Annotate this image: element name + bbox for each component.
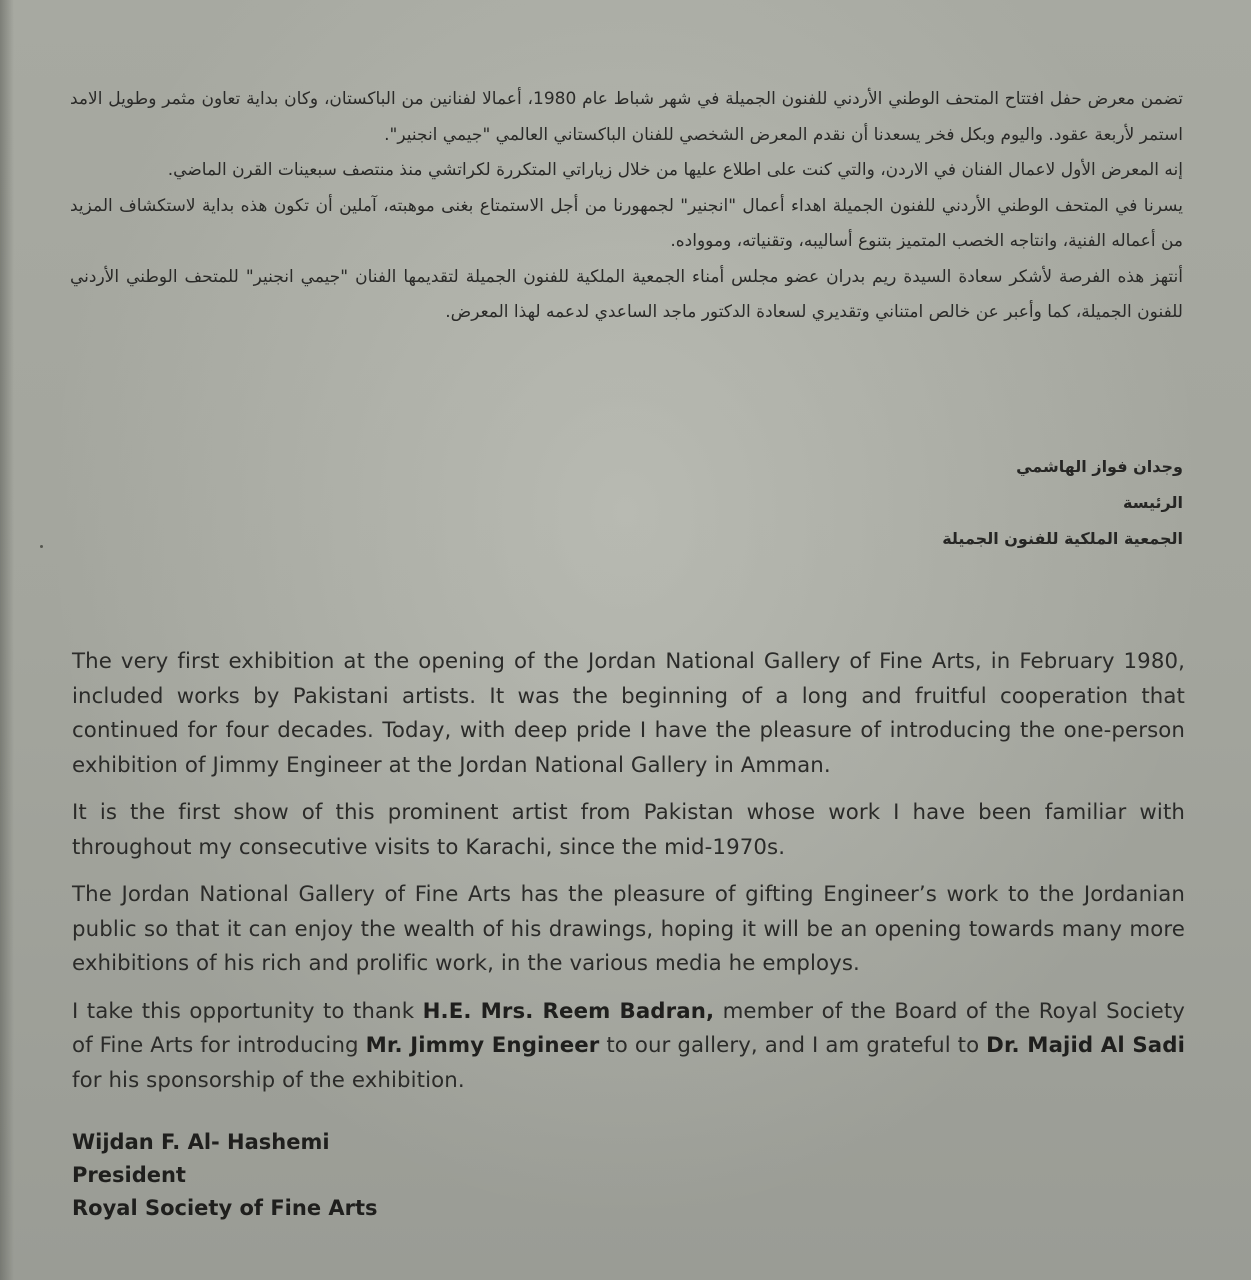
paragraph-4-text-3: to our gallery, and I am grateful to [599,1033,987,1058]
arabic-paragraph-1: تضمن معرض حفل افتتاح المتحف الوطني الأردني للفنون الجميلة في شهر شباط عام 1980، أعمالا لفنانين من الباكستان، وكان بداية تعاون مثمر وطويل الامد استمر لأربعة عقود. واليوم وبكل فخر يسعدنا أن نقدم المعرض الشخصي للفنان الباكستاني العالمي "جيمي انجنير". [70,89,1183,145]
english-paragraph-3: The Jordan National Gallery of Fine Arts has the pleasure of gifting Engineer’s work to the Jordanian public so that it can enjoy the wealth of his drawings, hoping it will be an opening towards many more exhibitions of his rich and prolific work, in the various media he employs. [72,882,1185,976]
arabic-signature [942,449,1183,557]
reem-badran-name: H.E. Mrs. Reem Badran, [422,998,715,1024]
paper-speck [40,545,43,548]
arabic-signature-organization: الجمعية الملكية للفنون الجميلة [942,529,1183,548]
page-shadow-edge [0,0,14,1280]
english-paragraph-4 [72,995,1185,1099]
arabic-signature-title: الرئيسة [1123,493,1183,512]
arabic-paragraph-3: يسرنا في المتحف الوطني الأردني للفنون الجميلة اهداء أعمال "انجنير" لجمهورنا من أجل الاستمتاع بغنى موهبته، آملين أن تكون هذه بداية لاستكشاف المزيد من أعماله الفنية، وانتاجه الخصب المتميز بتنوع أساليبه، وتقنياته، وموواده. [70,195,1183,251]
jimmy-engineer-name: Mr. Jimmy Engineer [365,1033,600,1058]
arabic-signature-name: وجدان فواز الهاشمي [1016,457,1183,476]
english-text-block [72,645,1185,1111]
english-signature-title: President [72,1163,186,1187]
arabic-text-block [70,82,1183,331]
arabic-paragraph-2: إنه المعرض الأول لاعمال الفنان في الاردن، والتي كنت على اطلاع عليها من خلال زياراتي المتكررة لكراتشي منذ منتصف سبعينات القرن الماضي. [167,160,1183,180]
english-paragraph-2: It is the first show of this prominent artist from Pakistan whose work I have been familiar with throughout my consecutive visits to Karachi, since the mid-1970s. [72,800,1185,860]
paragraph-4-text-4: for his sponsorship of the exhibition. [72,1067,465,1093]
english-paragraph-1: The very first exhibition at the opening of the Jordan National Gallery of Fine Arts, in February 1980, included works by Pakistani artists. It was the beginning of a long and fruitful cooperation that continued for four decades. Today, with deep pride I have the pleasure of introducing the one-person exhibition of Jimmy Engineer at the Jordan National Gallery in Amman. [72,649,1185,778]
majid-al-sadi-name: Dr. Majid Al Sadi [986,1033,1185,1058]
english-signature [72,1126,378,1225]
english-signature-organization: Royal Society of Fine Arts [72,1196,378,1220]
arabic-paragraph-4: أنتهز هذه الفرصة لأشكر سعادة السيدة ريم بدران عضو مجلس أمناء الجمعية الملكية للفنون الجميلة لتقديمها الفنان "جيمي انجنير" للمتحف الوطني الأردني للفنون الجميلة، كما وأعبر عن خالص امتناني وتقديري لسعادة الدكتور ماجد الساعدي لدعمه لهذا المعرض. [70,266,1183,322]
paragraph-4-text-2: member of the Board of the Royal Society of Fine Arts for introducing [72,998,1185,1058]
english-signature-name: Wijdan F. Al- Hashemi [72,1130,330,1154]
paragraph-4-text-1: I take this opportunity to thank [72,998,423,1024]
